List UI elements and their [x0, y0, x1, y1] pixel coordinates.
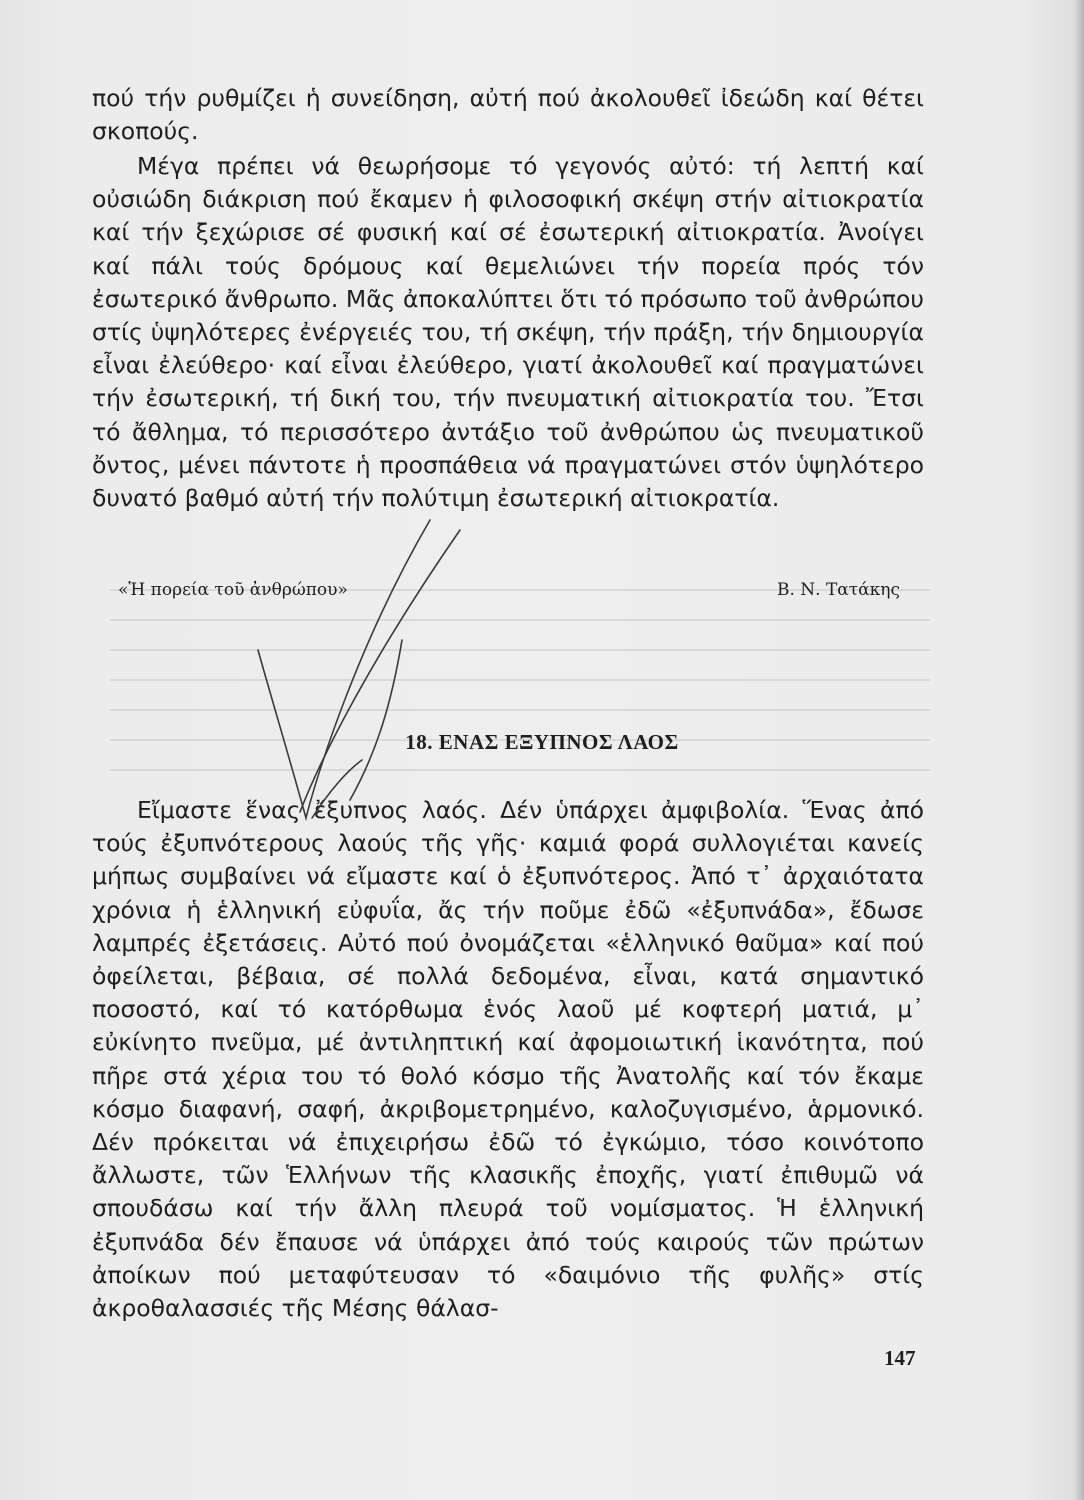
- attribution: [118, 580, 900, 600]
- page-edge-shadow: [1074, 0, 1084, 1500]
- paragraph-continuation: πού τήν ρυθμίζει ἡ συνείδηση, αὐτή πού ἀκολουθεῖ ἰδεώδη καί θέτει σκοπούς.: [92, 84, 924, 146]
- section-heading: 18. ΕΝΑΣ ΕΞΥΠΝΟΣ ΛΑΟΣ: [405, 730, 679, 754]
- paragraph-section: Εἴμαστε ἕνας ἔξυπνος λαός. Δέν ὑπάρχει ἀμφιβολία. Ἕνας ἀπό τούς ἐξυπνότερους λαούς τῆς γῆς· καμιά φορά συλλογιέται κανείς μήπως συμβαίνει νά εἴμαστε καί ὁ ἐξυπνότερος. Ἀπό τ᾽ ἀρχαιότατα χρόνια ἡ ἑλληνική εὐφυΐα, ἄς τήν ποῦμε ἐδῶ «ἐξυπνάδα», ἔδωσε λαμπρές ἐξετάσεις. Αὐτό πού ὀνομάζεται «ἑλληνικό θαῦμα» καί πού ὀφείλεται, βέβαια, σέ πολλά δεδομένα, εἶναι, κατά σημαντικό ποσοστό, καί τό κατόρθωμα ἑνός λαοῦ μέ κοφτερή ματιά, μ᾽ εὐκίνητο πνεῦμα, μέ ἀντιληπτική καί ἀφομοιωτική ἱκανότητα, πού πῆρε στά χέρια του τό θολό κόσμο τῆς Ἀνατολῆς καί τόν ἔκαμε κόσμο διαφανή, σαφή, ἀκριβομετρημένο, καλοζυγισμένο, ἁρμονικό. Δέν πρόκειται νά ἐπιχειρήσω ἐδῶ τό ἐγκώμιο, τόσο κοινότοπο ἄλλωστε, τῶν Ἑλλήνων τῆς κλασικῆς ἐποχῆς, γιατί ἐπιθυμῶ νά σπουδάσω καί τήν ἄλλη πλευρά τοῦ νομίσματος. Ἡ ἑλληνική ἐξυπνάδα δέν ἔπαυσε νά ὑπάρχει ἀπό τούς καιρούς τῶν πρώτων ἀποίκων πού μεταφύτευσαν τό «δαιμόνιο τῆς φυλῆς» στίς ἀκροθαλασσιές τῆς Μέσης θάλασ-: [92, 796, 924, 1323]
- attribution-source: «Ἡ πορεία τοῦ ἀνθρώπου»: [118, 580, 348, 600]
- page-number: 147: [884, 1346, 916, 1370]
- paragraph-main: Μέγα πρέπει νά θεωρήσομε τό γεγονός αὐτό: τή λεπτή καί οὐσιώδη διάκριση πού ἔκαμεν ἡ φιλοσοφική σκέψη στήν αἰτιοκρατία καί τήν ξεχώρισε σέ φυσική καί σέ ἐσωτερική αἰτιοκρατία. Ἀνοίγει καί πάλι τούς δρόμους καί θεμελιώνει τήν πορεία πρός τόν ἐσωτερικό ἄνθρωπο. Μᾶς ἀποκαλύπτει ὅτι τό πρόσωπο τοῦ ἀνθρώπου στίς ὑψηλότερες ἐνέργειές του, τή σκέψη, τήν πράξη, τήν δημιουργία εἶναι ἐλεύθερο· καί εἶναι ἐλεύθερο, γιατί ἀκολουθεῖ καί πραγματώνει τήν ἐσωτερική, τή δική του, τήν πνευματική αἰτιοκρατία του. Ἔτσι τό ἄθλημα, τό περισσότερο ἀντάξιο τοῦ ἀνθρώπου ὡς πνευματικοῦ ὄντος, μένει πάντοτε ἡ προσπάθεια νά πραγματώνει στόν ὑψηλότερο δυνατό βαθμό αὐτή τήν πολύτιμη ἐσωτερική αἰτιοκρατία.: [92, 152, 924, 513]
- attribution-author: Β. Ν. Τατάκης: [776, 580, 900, 600]
